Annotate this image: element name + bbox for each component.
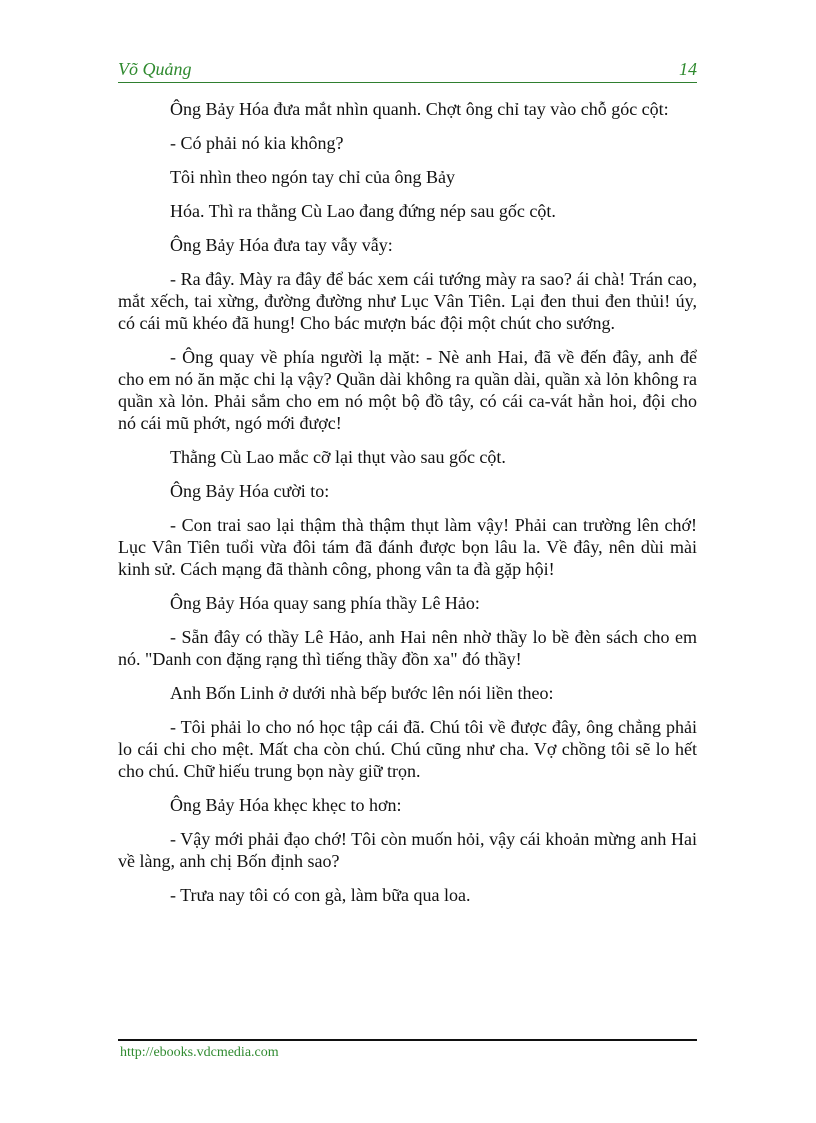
paragraph: - Ông quay về phía người lạ mặt: - Nè anh Hai, đã về đến đây, anh để cho em nó ăn mặc chi lạ vậy? Quần dài không ra quần dài, quần xà lỏn không ra quần xà lỏn. Phải sắm cho em nó một bộ đồ tây, có cái ca-vát hẳn hoi, đội cho nó cái mũ phớt, ngó mới được! [118, 347, 697, 433]
paragraph: - Sẵn đây có thầy Lê Hảo, anh Hai nên nhờ thầy lo bề đèn sách cho em nó. "Danh con đặng rạng thì tiếng thầy đồn xa" đó thầy! [118, 627, 697, 669]
paragraph: Ông Bảy Hóa đưa tay vẫy vẫy: [170, 235, 393, 255]
paragraph: - Trưa nay tôi có con gà, làm bữa qua loa. [170, 885, 471, 905]
footer-link[interactable]: http://ebooks.vdcmedia.com [120, 1045, 279, 1060]
paragraph: Anh Bốn Linh ở dưới nhà bếp bước lên nói liền theo: [170, 683, 554, 703]
paragraph: - Vậy mới phải đạo chớ! Tôi còn muốn hỏi, vậy cái khoản mừng anh Hai về làng, anh chị Bốn định sao? [118, 829, 697, 871]
paragraph: Tôi nhìn theo ngón tay chỉ của ông Bảy [170, 167, 455, 187]
paragraph: - Có phải nó kia không? [170, 133, 344, 153]
paragraph: Ông Bảy Hóa quay sang phía thầy Lê Hảo: [170, 593, 480, 613]
paragraph: Ông Bảy Hóa cười to: [170, 481, 330, 501]
page-header [118, 60, 697, 83]
paragraph: Hóa. Thì ra thằng Cù Lao đang đứng nép sau gốc cột. [170, 201, 556, 221]
paragraph: Ông Bảy Hóa đưa mắt nhìn quanh. Chợt ông chỉ tay vào chỗ góc cột: [170, 99, 669, 119]
header-author: Võ Quảng [118, 59, 192, 79]
paragraph: Thằng Cù Lao mắc cỡ lại thụt vào sau gốc cột. [170, 447, 506, 467]
paragraph: - Tôi phải lo cho nó học tập cái đã. Chú tôi về được đây, ông chẳng phải lo cái chi cho mệt. Mất cha còn chú. Chú cũng như cha. Vợ chồng tôi sẽ lo hết cho chú. Chữ hiếu trung bọn này giữ trọn. [118, 717, 697, 781]
paragraph: - Ra đây. Mày ra đây để bác xem cái tướng mày ra sao? ái chà! Trán cao, mắt xếch, tai xừng, đường đường như Lục Vân Tiên. Lại đen thui đen thủi! úy, có cái mũ khéo đã hung! Cho bác mượn bác đội một chút cho sướng. [118, 269, 697, 333]
paragraph: Ông Bảy Hóa khẹc khẹc to hơn: [170, 795, 402, 815]
footer-divider [118, 1039, 697, 1041]
paragraph: - Con trai sao lại thậm thà thậm thụt làm vậy! Phải can trường lên chớ! Lục Vân Tiên tuổi vừa đôi tám đã đánh được bọn lâu la. Về đây, nên dùi mài kinh sử. Cách mạng đã thành công, phong vân ta đà gặp hội! [118, 515, 697, 579]
body-text [118, 98, 697, 918]
header-page-number: 14 [679, 59, 697, 79]
